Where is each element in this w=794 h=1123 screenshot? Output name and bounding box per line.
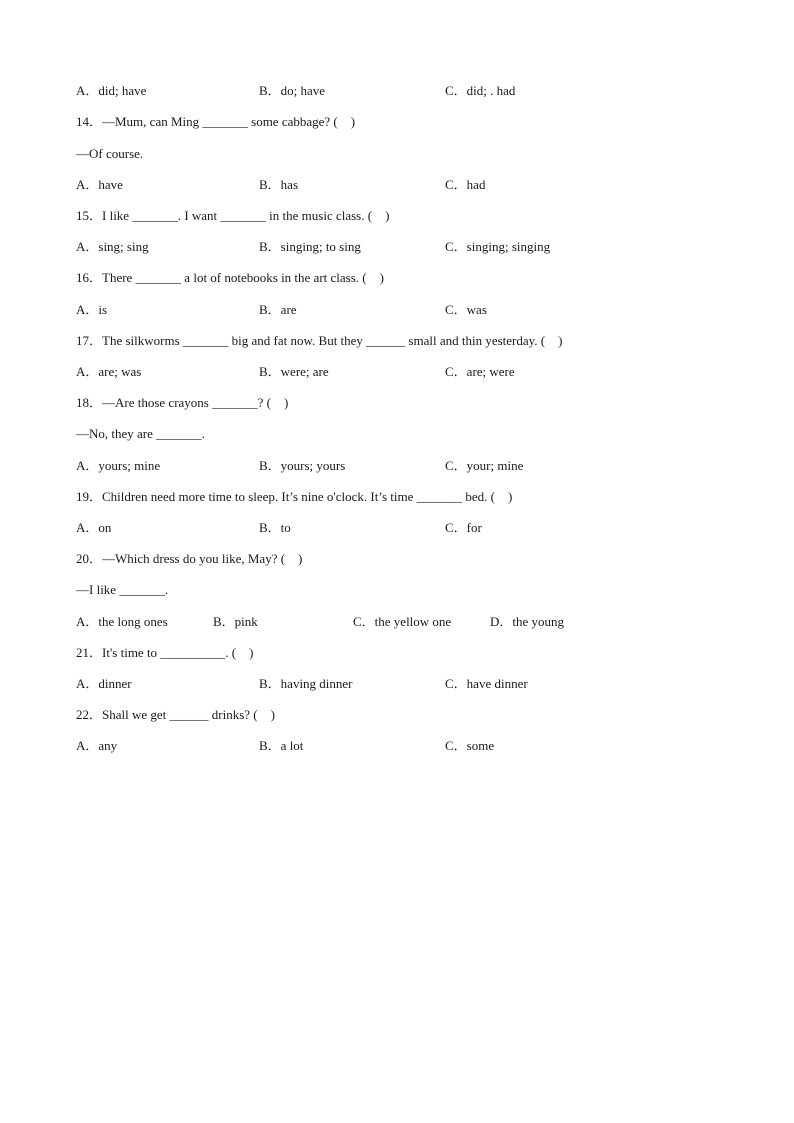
q21-option-c: C．have dinner [445,676,528,691]
q19-stem: 19．Children need more time to sleep. It’s nine o'clock. It’s time _______ bed. ( ) [76,489,513,504]
q20-option-d: D．the young [490,614,565,629]
q18-option-c: C．your; mine [445,458,524,473]
q17-stem: 17．The silkworms _______ big and fat now. But they ______ small and thin yesterday. ( ) [76,333,563,348]
q15-option-a: A．sing; sing [76,239,149,254]
q14-option-c: C．had [445,177,486,192]
q22-option-b: B．a lot [259,738,304,753]
q13-option-c: C．did; . had [445,83,516,98]
q19-option-b: B．to [259,520,291,535]
q15-option-c: C．singing; singing [445,239,551,254]
q20-reply: —I like _______. [76,582,169,597]
q20-stem: 20．—Which dress do you like, May? ( ) [76,551,303,566]
q22-option-a: A．any [76,738,118,753]
q20-option-c: C．the yellow one [353,614,452,629]
q19-option-c: C．for [445,520,482,535]
q14-option-b: B．has [259,177,299,192]
q16-stem: 16．There _______ a lot of notebooks in the art class. ( ) [76,270,384,285]
q16-option-a: A．is [76,302,108,317]
q13-option-b: B．do; have [259,83,326,98]
q18-reply: —No, they are _______. [76,426,205,441]
q14-reply: —Of course. [76,146,144,161]
q22-option-c: C．some [445,738,495,753]
q19-option-a: A．on [76,520,112,535]
q17-option-b: B．were; are [259,364,329,379]
q15-option-b: B．singing; to sing [259,239,361,254]
q13-option-a: A．did; have [76,83,147,98]
q17-option-a: A．are; was [76,364,142,379]
q18-stem: 18．—Are those crayons _______? ( ) [76,395,289,410]
q16-option-b: B．are [259,302,297,317]
q14-option-a: A．have [76,177,123,192]
q20-option-b: B．pink [213,614,258,629]
q21-option-b: B．having dinner [259,676,353,691]
q18-option-a: A．yours; mine [76,458,161,473]
q21-stem: 21．It's time to __________. ( ) [76,645,254,660]
q17-option-c: C．are; were [445,364,515,379]
q20-option-a: A．the long ones [76,614,168,629]
q21-option-a: A．dinner [76,676,132,691]
q16-option-c: C．was [445,302,487,317]
q18-option-b: B．yours; yours [259,458,346,473]
q14-stem: 14．—Mum, can Ming _______ some cabbage? ( ) [76,114,356,129]
q22-stem: 22．Shall we get ______ drinks? ( ) [76,707,275,722]
q15-stem: 15．I like _______. I want _______ in the music class. ( ) [76,208,390,223]
